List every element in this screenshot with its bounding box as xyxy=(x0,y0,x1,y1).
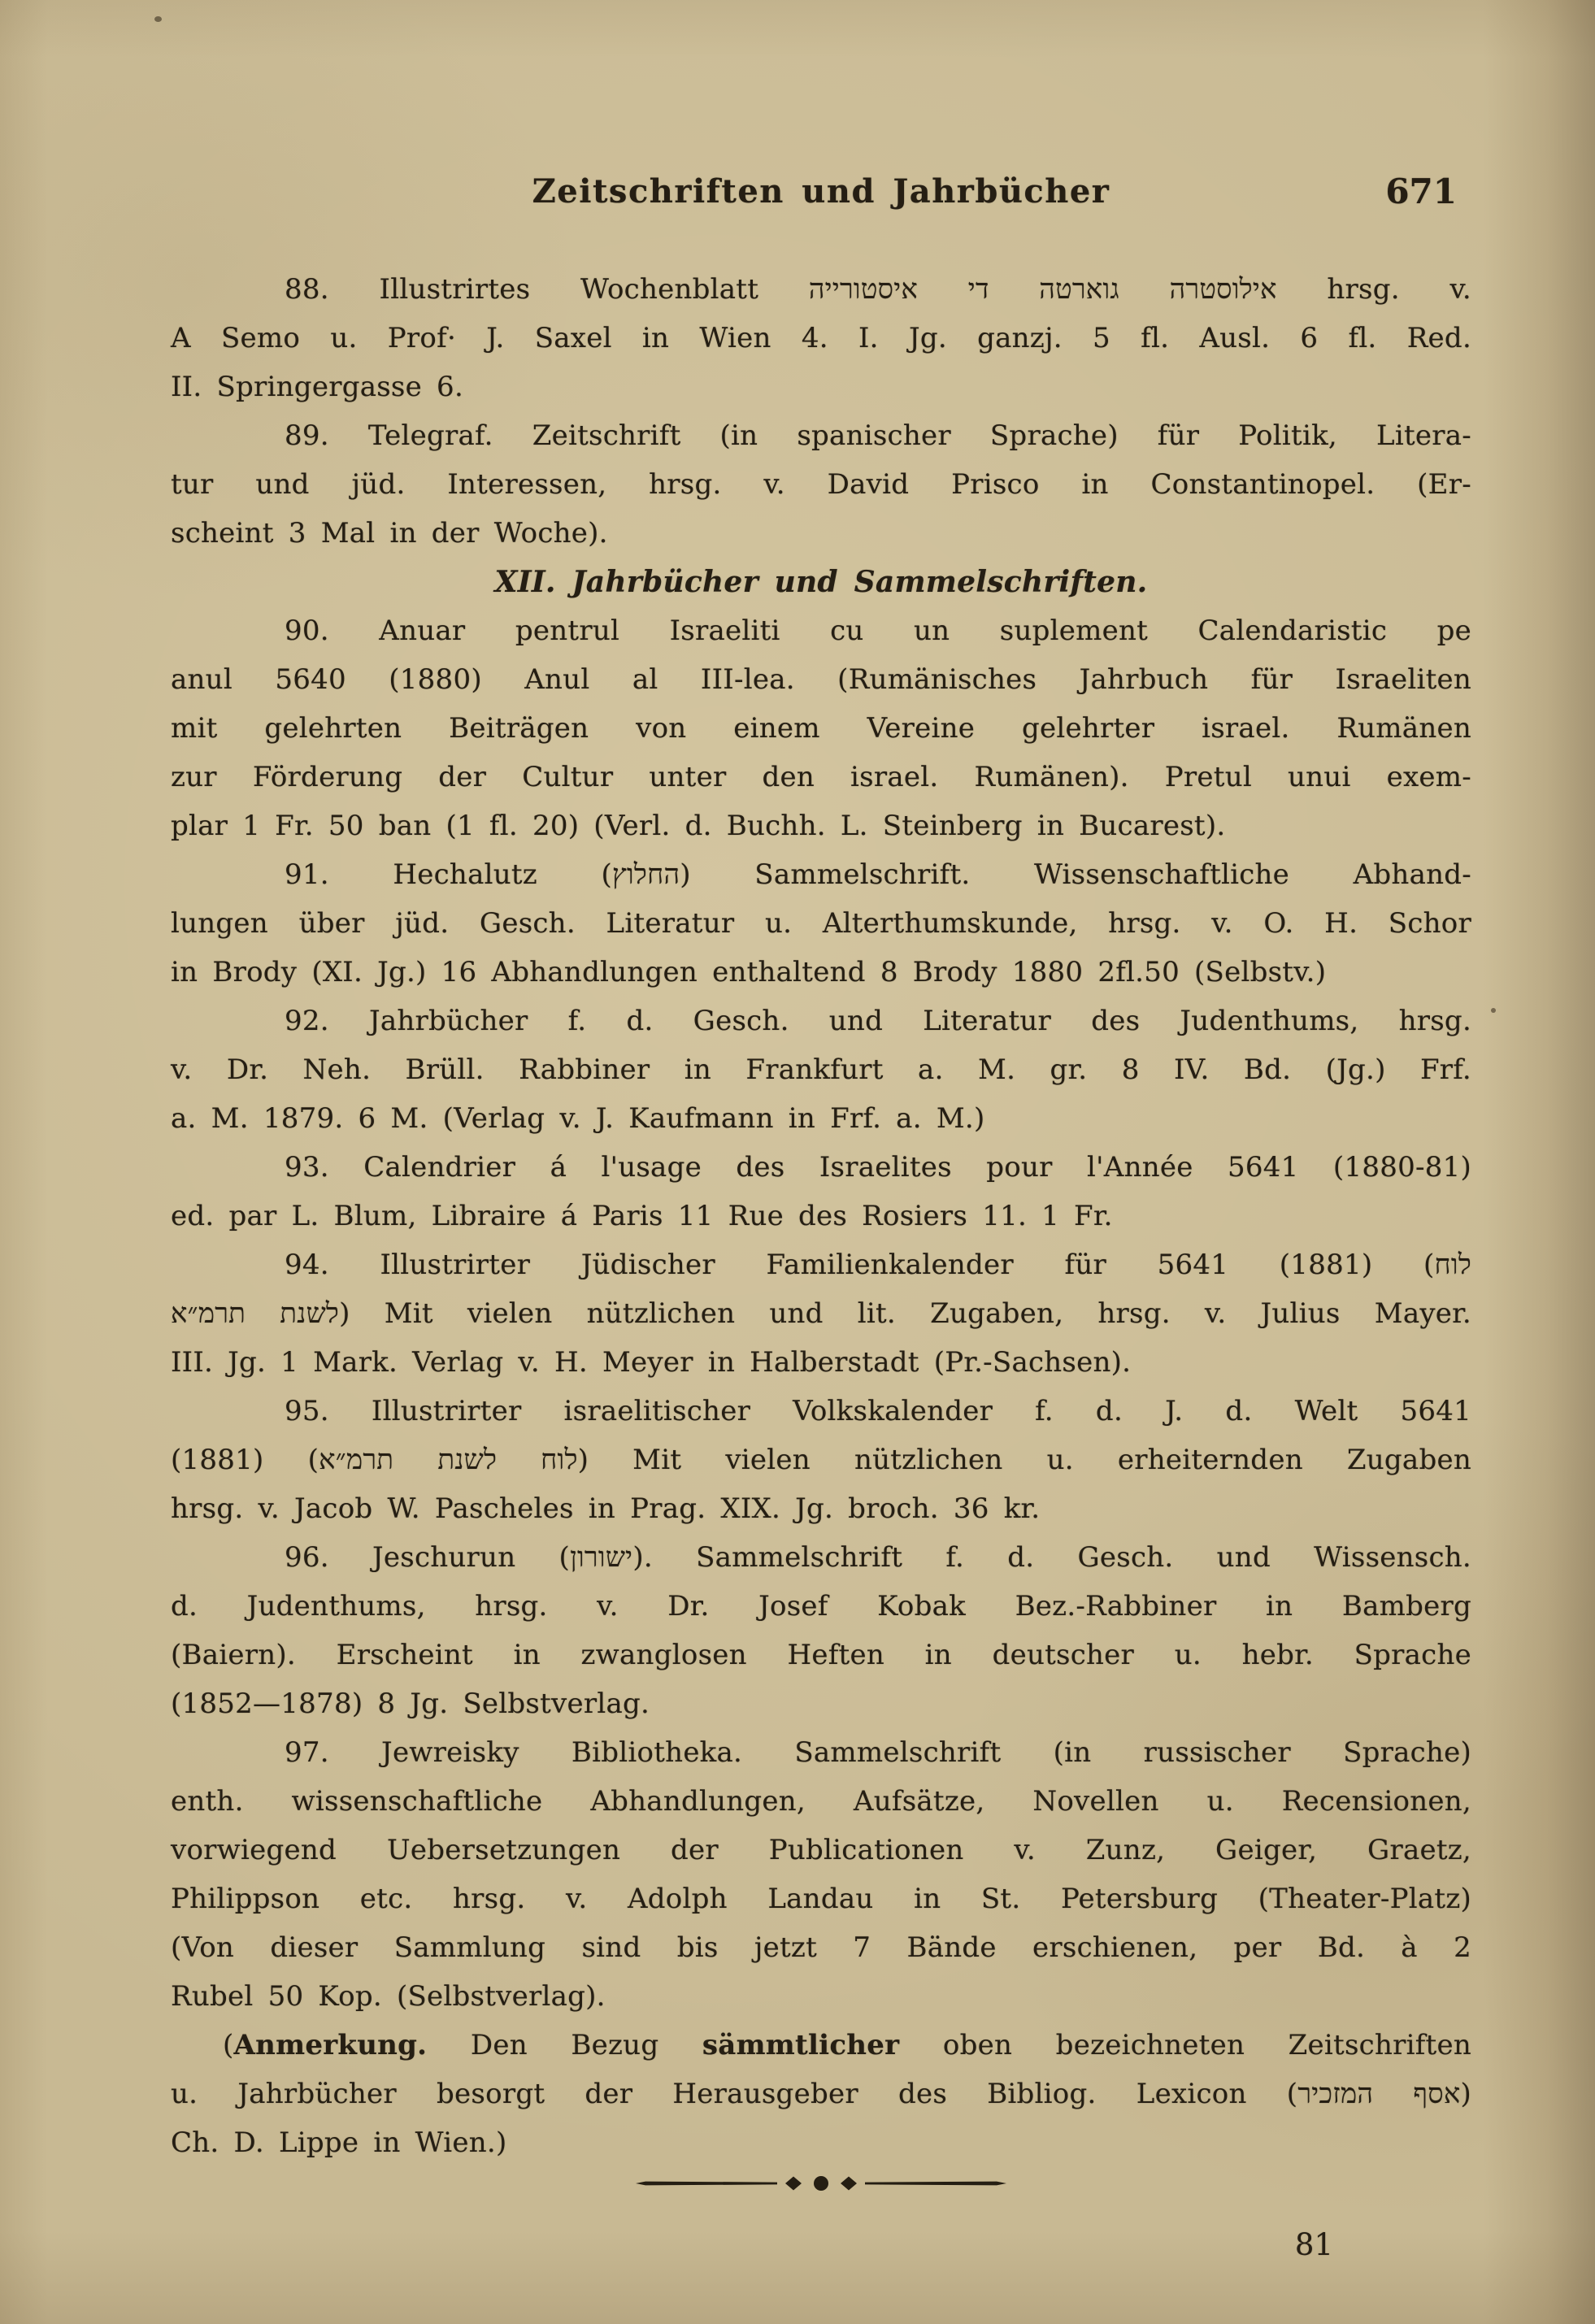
signature-number: 81 xyxy=(1294,2227,1333,2262)
divider-rule-icon xyxy=(634,2172,1008,2195)
page-header xyxy=(171,169,1471,218)
text-line: III. Jg. 1 Mark. Verlag v. H. Meyer in Halberstadt (Pr.-Sachsen). xyxy=(171,1346,1132,1379)
text-line: (1852—1878) 8 Jg. Selbstverlag. xyxy=(171,1688,650,1720)
note-paragraph xyxy=(171,2021,1471,2167)
text-line: Rubel 50 Kop. (Selbstverlag). xyxy=(171,1980,606,2013)
section-heading xyxy=(171,558,1471,606)
entry-91 xyxy=(171,850,1471,997)
text-line: scheint 3 Mal in der Woche). xyxy=(171,517,608,550)
page-number: 671 xyxy=(1385,172,1457,211)
text-segment: ( xyxy=(223,2029,234,2061)
text-line: 95. Illustrirter israelitischer Volkskalender f. d. J. d. Welt 5641 xyxy=(285,1395,1471,1427)
text-line: XII. Jahrbücher und Sammelschriften. xyxy=(494,565,1148,599)
text-line: mit gelehrten Beiträgen von einem Vereine gelehrter israel. Rumänen xyxy=(171,712,1471,745)
text-line: in Brody (XI. Jg.) 16 Abhandlungen enthaltend 8 Brody 1880 2fl.50 (Selbstv.) xyxy=(171,956,1327,988)
entry-94 xyxy=(171,1240,1471,1387)
bold-text-segment: sämmtlicher xyxy=(702,2029,900,2061)
text-line: (1881) (לוח לשנת תרמ״א) Mit vielen nützlichen u. erheiternden Zugaben xyxy=(171,1444,1471,1476)
paper-speck xyxy=(1491,1008,1496,1013)
paper-speck xyxy=(154,16,162,22)
entry-95 xyxy=(171,1387,1471,1533)
text-line: (Von dieser Sammlung sind bis jetzt 7 Bände erschienen, per Bd. à 2 xyxy=(171,1931,1471,1964)
entry-88 xyxy=(171,265,1471,411)
text-line xyxy=(171,2021,1471,2070)
text-line: 90. Anuar pentrul Israeliti cu un suplement Calendaristic pe xyxy=(285,615,1471,647)
entry-90 xyxy=(171,606,1471,850)
text-segment: Den Bezug xyxy=(427,2029,702,2061)
text-line: 96. Jeschurun (ישורון). Sammelschrift f. d. Gesch. und Wissensch. xyxy=(285,1541,1471,1574)
text-line: 94. Illustrirter Jüdischer Familienkalender für 5641 (1881) (לוח xyxy=(285,1249,1471,1281)
entry-92 xyxy=(171,997,1471,1143)
ornament-divider xyxy=(634,2172,1008,2195)
text-line: vorwiegend Uebersetzungen der Publicationen v. Zunz, Geiger, Graetz, xyxy=(171,1834,1471,1866)
entry-93 xyxy=(171,1143,1471,1240)
text-line: II. Springergasse 6. xyxy=(171,371,463,403)
text-line: לשנת תרמ״א) Mit vielen nützlichen und lit. Zugaben, hrsg. v. Julius Mayer. xyxy=(171,1297,1471,1330)
text-line: Philippson etc. hrsg. v. Adolph Landau in St. Petersburg (Theater-Platz) xyxy=(171,1883,1471,1915)
text-line: 92. Jahrbücher f. d. Gesch. und Literatur des Judenthums, hrsg. xyxy=(285,1005,1471,1037)
text-line: plar 1 Fr. 50 ban (1 fl. 20) (Verl. d. Buchh. L. Steinberg in Bucarest). xyxy=(171,810,1226,842)
text-line: lungen über jüd. Gesch. Literatur u. Alterthumskunde, hrsg. v. O. H. Schor xyxy=(171,907,1471,940)
text-line: enth. wissenschaftliche Abhandlungen, Aufsätze, Novellen u. Recensionen, xyxy=(171,1785,1471,1818)
text-line: 91. Hechalutz (החלוץ) Sammelschrift. Wissenschaftliche Abhand- xyxy=(285,858,1471,891)
text-line: hrsg. v. Jacob W. Pascheles in Prag. XIX. Jg. broch. 36 kr. xyxy=(171,1492,1041,1525)
text-line: 97. Jewreisky Bibliotheka. Sammelschrift (in russischer Sprache) xyxy=(285,1736,1471,1769)
text-line: 89. Telegraf. Zeitschrift (in spanischer Sprache) für Politik, Litera- xyxy=(285,419,1471,452)
entry-89 xyxy=(171,411,1471,558)
text-line: tur und jüd. Interessen, hrsg. v. David Prisco in Constantinopel. (Er- xyxy=(171,468,1471,501)
bold-text-segment: Anmerkung. xyxy=(233,2029,428,2061)
text-line: A Semo u. Prof· J. Saxel in Wien 4. I. Jg. ganzj. 5 fl. Ausl. 6 fl. Red. xyxy=(171,322,1471,354)
text-column xyxy=(171,265,1471,2167)
text-line: Ch. D. Lippe in Wien.) xyxy=(171,2126,507,2159)
text-line: v. Dr. Neh. Brüll. Rabbiner in Frankfurt a. M. gr. 8 IV. Bd. (Jg.) Frf. xyxy=(171,1053,1471,1086)
text-line: d. Judenthums, hrsg. v. Dr. Josef Kobak Bez.-Rabbiner in Bamberg xyxy=(171,1590,1471,1622)
running-title: Zeitschriften und Jahrbücher xyxy=(532,172,1110,211)
text-line: ed. par L. Blum, Libraire á Paris 11 Rue des Rosiers 11. 1 Fr. xyxy=(171,1200,1113,1232)
text-line: 88. Illustrirtes Wochenblatt אילוסטרה גוארטה די איסטורייה hrsg. v. xyxy=(285,273,1471,306)
text-segment: oben bezeichneten Zeitschriften xyxy=(899,2029,1471,2061)
entry-96 xyxy=(171,1533,1471,1728)
text-line: 93. Calendrier á l'usage des Israelites pour l'Année 5641 (1880-81) xyxy=(285,1151,1471,1184)
text-line: u. Jahrbücher besorgt der Herausgeber des Bibliog. Lexicon (אסף המזכיר) xyxy=(171,2078,1472,2110)
text-line: anul 5640 (1880) Anul al III-lea. (Rumänisches Jahrbuch für Israeliten xyxy=(171,663,1471,696)
text-line: zur Förderung der Cultur unter den israel. Rumänen). Pretul unui exem- xyxy=(171,761,1471,793)
text-line: a. M. 1879. 6 M. (Verlag v. J. Kaufmann in Frf. a. M.) xyxy=(171,1102,985,1135)
text-line: (Baiern). Erscheint in zwanglosen Heften in deutscher u. hebr. Sprache xyxy=(171,1639,1471,1671)
entry-97 xyxy=(171,1728,1471,2021)
